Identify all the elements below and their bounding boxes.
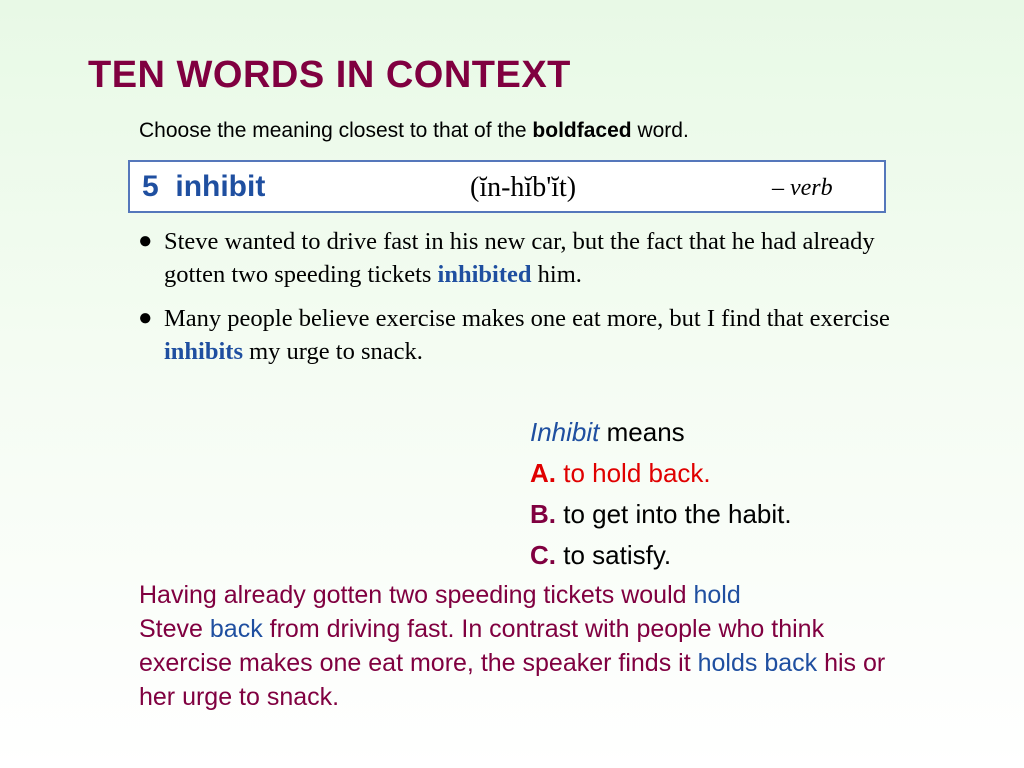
sentence-text: Many people believe exercise makes one eat more, but I find that exercise: [164, 305, 890, 332]
sentence-highlight-word: inhibits: [164, 338, 243, 365]
explanation-text: Steve: [139, 615, 203, 643]
vocab-word-heading: [142, 170, 265, 204]
choice-c[interactable]: [530, 535, 792, 576]
bullet-icon: ●: [138, 228, 153, 254]
instruction-text: [139, 119, 689, 143]
choice-letter: C.: [530, 540, 556, 570]
answer-explanation: [139, 578, 899, 714]
vocab-word: inhibit: [175, 170, 266, 203]
vocab-word-number: 5: [142, 170, 159, 203]
question-prompt: [530, 412, 792, 453]
instruction-before: Choose the meaning closest to that of the: [139, 119, 533, 142]
choice-text: to satisfy.: [556, 540, 672, 570]
explanation-text: his or her urge to snack.: [139, 649, 886, 711]
sentence-highlight-word: inhibited: [437, 261, 532, 288]
choice-a[interactable]: [530, 453, 792, 494]
instruction-after: word.: [631, 119, 689, 142]
choice-text: to hold back.: [556, 458, 711, 488]
explanation-highlight: hold: [693, 581, 741, 609]
answer-choices: [530, 412, 792, 576]
example-sentences: [138, 225, 938, 379]
sentence-text: Steve wanted to drive fast in his new car, but the fact that he had already gotten two speeding tickets: [164, 228, 875, 288]
explanation-text: from driving fast. In contrast with people who think exercise makes one eat more, the speaker finds it: [139, 615, 825, 677]
choice-b[interactable]: [530, 494, 792, 535]
part-of-speech: – verb: [772, 175, 833, 201]
choice-letter: A.: [530, 458, 556, 488]
sentence-text: my urge to snack.: [243, 338, 423, 365]
explanation-text: Having already gotten two speeding tickets would: [139, 581, 694, 609]
pronunciation: (ĭn-hĭb'ĭt): [470, 172, 577, 203]
explanation-highlight: back: [209, 615, 263, 643]
explanation-text: [203, 615, 210, 643]
bullet-icon: ●: [138, 305, 153, 331]
instruction-bold-word: boldfaced: [532, 119, 632, 142]
vocab-word-box: [128, 160, 886, 213]
example-sentence-1: [138, 225, 938, 291]
sentence-text: him.: [531, 261, 582, 288]
choice-letter: B.: [530, 499, 556, 529]
slide-title: TEN WORDS IN CONTEXT: [88, 54, 571, 96]
question-means: means: [599, 417, 685, 447]
example-sentence-2: [138, 302, 938, 368]
explanation-highlight: holds back: [697, 649, 818, 677]
choice-text: to get into the habit.: [556, 499, 792, 529]
question-word: Inhibit: [530, 417, 600, 447]
